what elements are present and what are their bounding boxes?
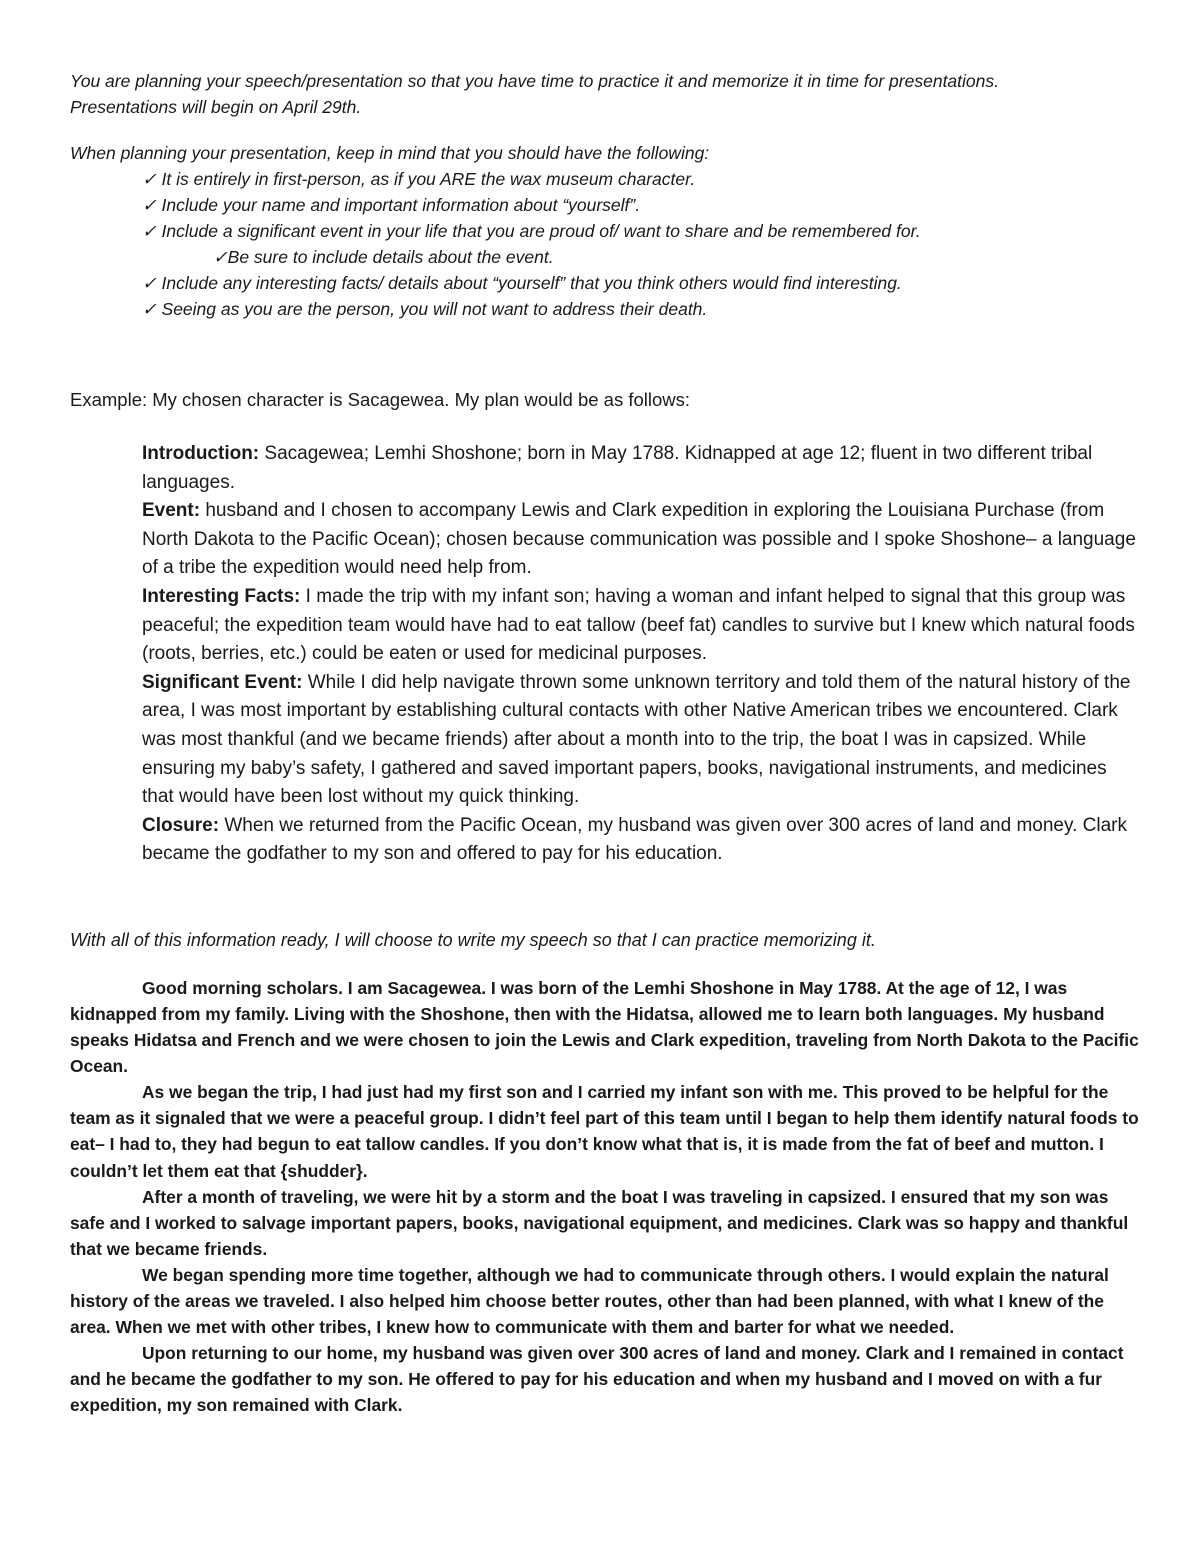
plan-text: While I did help navigate thrown some unknown territory and told them of the natural history of the area, I was most important by establishing cultural contacts with other Native American tribes we encountered. Clark was most thankful (and we became friends) after about a month into to the trip, the boat I was in capsized. While ensuring my baby’s safety, I gathered and saved important papers, books, navigational instruments, and medicines that would have been lost without my quick thinking. xyxy=(142,671,1131,808)
plan-label: Introduction: xyxy=(142,443,260,464)
checklist-subitem: ✓Be sure to include details about the event. xyxy=(213,247,554,267)
plan-text: husband and I chosen to accompany Lewis and Clark expedition in exploring the Louisiana Purchase (from North Dakota to the Pacific Ocean); chosen because communication was possible and I spoke Shoshone– a language of a tribe the expedition would need help from. xyxy=(142,500,1136,579)
closing-note: With all of this information ready, I will choose to write my speech so that I can practice memorizing it. xyxy=(70,929,876,950)
speech-body xyxy=(70,975,1140,1419)
plan-label: Interesting Facts: xyxy=(142,585,301,607)
plan-text: When we returned from the Pacific Ocean, my husband was given over 300 acres of land and money. Clark became the godfather to my son and offered to pay for his education. xyxy=(142,814,1127,865)
requirements-checklist xyxy=(70,166,1140,322)
plan-label: Closure: xyxy=(142,814,220,836)
intro-line: Presentations will begin on April 29th. xyxy=(70,97,362,117)
plan-label: Significant Event: xyxy=(142,671,303,693)
checklist-heading: When planning your presentation, keep in mind that you should have the following: xyxy=(70,143,710,163)
example-intro: Example: My chosen character is Sacagewea. My plan would be as follows: xyxy=(70,389,691,410)
plan-introduction xyxy=(142,440,1140,497)
intro-line: You are planning your speech/presentation so that you have time to practice it and memorize it in time for presentations. xyxy=(70,71,999,91)
speech-paragraph: We began spending more time together, although we had to communicate through others. I would explain the natural history of the areas we traveled. I also helped him choose better routes, other than had been planned, with what I knew of the area. When we met with other tribes, I knew how to communicate with them and barter for what we needed. xyxy=(70,1264,1109,1338)
checklist-item: ✓ Include your name and important information about “yourself”. xyxy=(142,195,641,215)
plan-closure xyxy=(142,812,1140,869)
example-plan xyxy=(142,440,1140,869)
checklist-item: ✓ Include any interesting facts/ details about “yourself” that you think others would find interesting. xyxy=(142,273,902,293)
plan-significant-event xyxy=(142,669,1140,812)
checklist-item: ✓ It is entirely in first-person, as if you ARE the wax museum character. xyxy=(142,169,696,189)
plan-event xyxy=(142,497,1140,583)
plan-interesting-facts xyxy=(142,583,1140,669)
plan-text: Sacagewea; Lemhi Shoshone; born in May 1788. Kidnapped at age 12; fluent in two different tribal languages. xyxy=(142,443,1093,493)
checklist-item: ✓ Include a significant event in your life that you are proud of/ want to share and be remembered for. xyxy=(142,221,921,241)
instructions-intro xyxy=(70,68,1140,120)
plan-text: I made the trip with my infant son; having a woman and infant helped to signal that this group was peaceful; the expedition team would have had to eat tallow (beef fat) candles to survive but I knew which natural foods (roots, berries, etc.) could be eaten or used for medicinal purposes. xyxy=(142,585,1135,665)
speech-paragraph: After a month of traveling, we were hit by a storm and the boat I was traveling in capsized. I ensured that my son was safe and I worked to salvage important papers, books, navigational equipment, and medicines. Clark was so happy and thankful that we became friends. xyxy=(70,1186,1129,1259)
speech-paragraph: Upon returning to our home, my husband was given over 300 acres of land and money. Clark and I remained in contact and he became the godfather to my son. He offered to pay for his education and when my husband and I moved on with a fur expedition, my son remained with Clark. xyxy=(70,1343,1124,1416)
speech-paragraph: As we began the trip, I had just had my first son and I carried my infant son with me. This proved to be helpful for the team as it signaled that we were a peaceful group. I didn’t feel part of this team until I began to help them identify natural foods to eat– I had to, they had begun to eat tallow candles. If you don’t know what that is, it is made from the fat of beef and mutton. I couldn’t let them eat that {shudder}. xyxy=(70,1082,1139,1181)
document-page xyxy=(70,68,1140,1419)
checklist-item: ✓ Seeing as you are the person, you will not want to address their death. xyxy=(142,299,708,319)
speech-paragraph: Good morning scholars. I am Sacagewea. I was born of the Lemhi Shoshone in May 1788. At the age of 12, I was kidnapped from my family. Living with the Shoshone, then with the Hidatsa, allowed me to learn both languages. My husband speaks Hidatsa and French and we were chosen to join the Lewis and Clark expedition, traveling from North Dakota to the Pacific Ocean. xyxy=(70,977,1139,1077)
plan-label: Event: xyxy=(142,500,201,522)
